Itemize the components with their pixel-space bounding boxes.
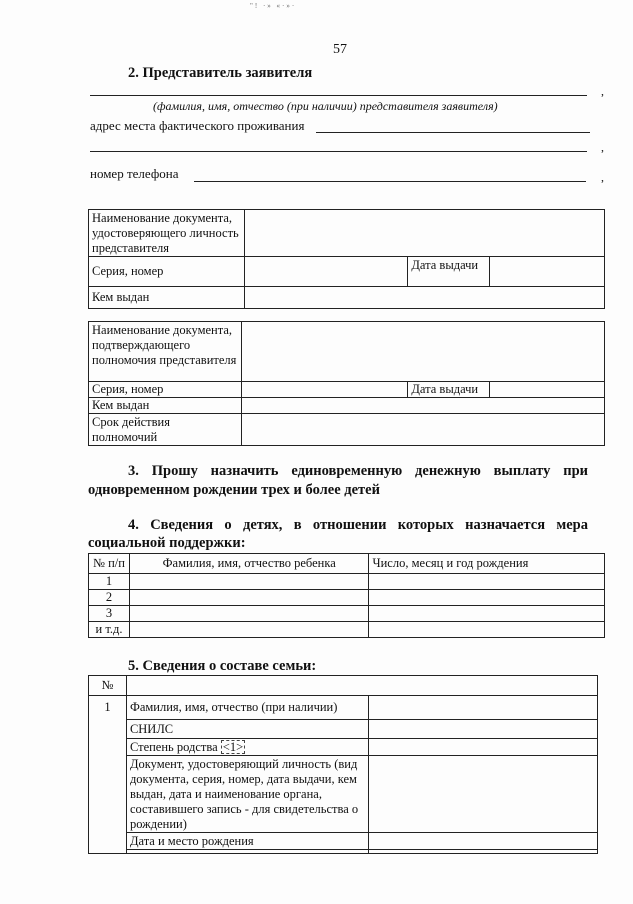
family-birth-field[interactable] <box>368 833 597 850</box>
fio-caption: (фамилия, имя, отчество (при наличии) представителя заявителя) <box>153 99 498 113</box>
authority-issued-by-label: Кем выдан <box>89 398 242 414</box>
issued-by-field[interactable] <box>244 287 604 309</box>
children-table <box>88 553 605 638</box>
validity-label: Срок действия полномочий <box>89 414 242 446</box>
children-fio-cell[interactable] <box>129 574 369 590</box>
family-col-num: № <box>89 676 127 696</box>
footnote-ref[interactable]: <1> <box>222 739 244 754</box>
issue-date-label: Дата выдачи <box>408 257 490 287</box>
family-snils-label: СНИЛС <box>126 720 368 739</box>
children-fio-cell[interactable] <box>129 606 369 622</box>
section-5-title: 5. Сведения о составе семьи: <box>128 658 317 674</box>
children-birth-cell[interactable] <box>369 574 605 590</box>
children-row-num: и т.д. <box>89 622 130 638</box>
family-spacer <box>126 850 368 854</box>
children-fio-cell[interactable] <box>129 622 369 638</box>
family-relation-field[interactable] <box>368 739 597 756</box>
authority-doc-table <box>88 321 605 446</box>
children-row-num: 3 <box>89 606 130 622</box>
address-line-1[interactable] <box>316 132 590 133</box>
issue-date-field[interactable] <box>490 257 605 287</box>
family-row-num: 1 <box>89 696 127 854</box>
validity-field[interactable] <box>241 414 604 446</box>
family-header-blank <box>126 676 597 696</box>
children-birth-cell[interactable] <box>369 590 605 606</box>
children-row-num: 1 <box>89 574 130 590</box>
authority-issue-date-label: Дата выдачи <box>408 382 490 398</box>
representative-fio-line[interactable] <box>90 95 587 96</box>
family-spacer <box>368 850 597 854</box>
doc-name-label: Наименование документа, удостоверяющего личность представителя <box>89 210 245 257</box>
family-fio-field[interactable] <box>368 696 597 720</box>
comma: , <box>601 84 604 98</box>
page-number: 57 <box>333 42 347 57</box>
authority-series-label: Серия, номер <box>89 382 242 398</box>
family-fio-label: Фамилия, имя, отчество (при наличии) <box>126 696 368 720</box>
series-field[interactable] <box>244 257 408 287</box>
authority-issued-by-field[interactable] <box>241 398 604 414</box>
section-4-line1: 4. Сведения о детях, в отношении которых назначается мера <box>128 517 588 533</box>
children-col-birth: Число, месяц и год рождения <box>369 554 605 574</box>
children-birth-cell[interactable] <box>369 606 605 622</box>
section-3-line1: 3. Прошу назначить единовременную денежную выплату при <box>128 463 588 479</box>
section-4-line2: социальной поддержки: <box>88 535 246 551</box>
family-table <box>88 675 598 854</box>
authority-doc-name-label: Наименование документа, подтверждающего полномочия представителя <box>89 322 242 382</box>
series-label: Серия, номер <box>89 257 245 287</box>
family-snils-field[interactable] <box>368 720 597 739</box>
comma: , <box>601 140 604 154</box>
representative-id-doc-table <box>88 209 605 309</box>
children-birth-cell[interactable] <box>369 622 605 638</box>
section-2-title: 2. Представитель заявителя <box>128 65 313 81</box>
issued-by-label: Кем выдан <box>89 287 245 309</box>
children-col-fio: Фамилия, имя, отчество ребенка <box>129 554 369 574</box>
family-id-doc-label: Документ, удостоверяющий личность (вид документа, серия, номер, дата выдачи, кем выдан, дата и наименование органа, составившего запись - для свидетельства о рождении) <box>126 756 368 833</box>
section-3-line2: одновременном рождении трех и более детей <box>88 482 380 498</box>
comma: , <box>601 170 604 184</box>
address-label: адрес места фактического проживания <box>90 118 305 133</box>
phone-label: номер телефона <box>90 166 179 181</box>
authority-doc-name-field[interactable] <box>241 322 604 382</box>
address-line-2[interactable] <box>90 151 587 152</box>
scan-noise: "! ·» «·»· <box>250 2 297 10</box>
children-row-num: 2 <box>89 590 130 606</box>
phone-line[interactable] <box>194 181 586 182</box>
children-fio-cell[interactable] <box>129 590 369 606</box>
relation-text: Степень родства <box>129 739 218 754</box>
authority-issue-date-field[interactable] <box>490 382 605 398</box>
family-relation-label <box>126 739 368 756</box>
authority-series-field[interactable] <box>241 382 408 398</box>
doc-name-field[interactable] <box>244 210 604 257</box>
family-birth-label: Дата и место рождения <box>126 833 368 850</box>
family-id-doc-field[interactable] <box>368 756 597 833</box>
children-col-num: № п/п <box>89 554 130 574</box>
